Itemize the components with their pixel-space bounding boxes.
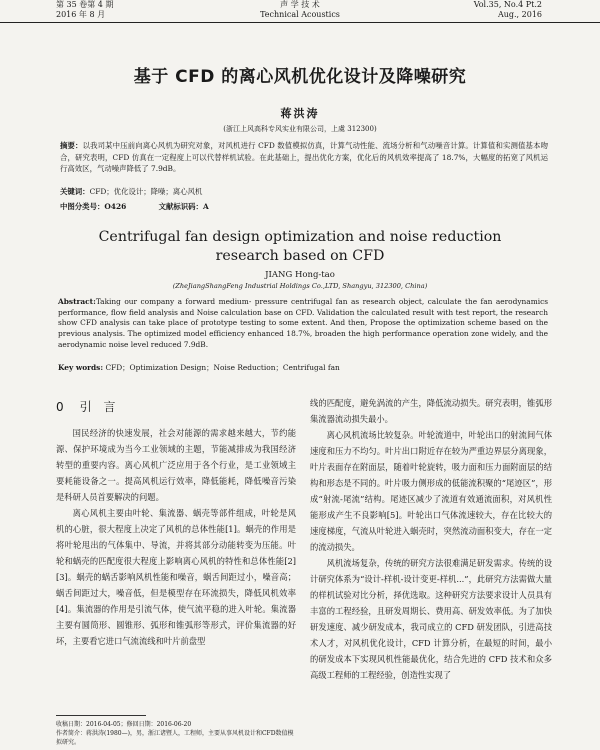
abstract-cn: [60, 140, 548, 175]
abstract-en-text: Taking our company a forward medium- pressure centrifugal fan as research object, calculate the fan aerodynamics performance, flow field analysis and Noise calculation base on CFD. Validation the calculated result with test report, the research show CFD analysis can take place of prototype testing to some extent. And then, Propose the optimization scheme based on the previous analysis. The optimized model efficiency enhanced 18.7%, broaden the high performance operation zone widely, and the aerodynamic noise level reduced 7.9dB.: [58, 297, 548, 349]
body-column-right: [310, 395, 552, 683]
keywords-cn-text: CFD；优化设计；降噪；离心风机: [89, 187, 203, 196]
footnote-received-date: 收稿日期：2016-04-05；修回日期：2016-06-20: [56, 721, 192, 728]
keywords-cn-label: 关键词：: [60, 187, 90, 196]
publication-date-en: Aug., 2016: [497, 10, 542, 19]
affiliation-en: (ZheJiangShangFeng Industrial Holdings Co.,LTD, Shangyu, 312300, China): [172, 282, 428, 290]
publication-date: 2016 年 8 月: [56, 10, 106, 19]
paragraph: 线的匹配度，避免涡流的产生，降低流动损失。研究表明，锥弧形集流器流动损失最小。: [310, 398, 552, 424]
footnote-divider: [56, 715, 146, 716]
footnote-author-bio: 作者简介：蒋洪涛(1980—)，男，浙江诸暨人，工程师，主要从事风机设计和CFD数值模拟研究。: [56, 730, 294, 746]
document-code: 文献标识码：A: [158, 202, 209, 211]
keywords-en-text: CFD；Optimization Design；Noise Reduction；Centrifugal fan: [105, 363, 340, 372]
section-number: 0: [56, 400, 68, 414]
abstract-en: [58, 297, 548, 351]
paper-title-en-line2: research based on CFD: [215, 248, 385, 264]
paper-title-en-line1: Centrifugal fan design optimization and noise reduction: [98, 229, 502, 245]
paragraph: 离心风机主要由叶轮、集流器、蜗壳等部件组成，叶轮是风机的心脏，很大程度上决定了风机的总体性能[1]。蜗壳的作用是将叶轮甩出的气体集中、导流，并将其部分动能转变为压能。叶轮和蜗壳的匹配度很大程度上影响离心风机的特性和总体性能[2][3]。蜗壳的蜗舌影响风机性能和噪音，蜗舌间距过小，噪音高；蜗舌间距过大，噪音低，但是模型存在环流损失，降低风机效率[4]。集流器的作用是引流气体，使气流平稳的进入叶轮。集流器主要有圆筒形、圆锥形、弧形和锥弧形等形式，评价集流器的好坏，主要看它进口气流流线和叶片前盘型: [56, 508, 296, 646]
paragraph: 离心风机流场比较复杂。叶轮流道中，叶轮出口的射流间气体速度和压力不均匀。叶片出口附近存在较为严重边界层分离现象，叶片表面存在附面层，随着叶轮旋转，吸力面和压力面附面层的结构和形态是不同的。叶片吸力侧形成的低能流积聚的“尾迹区”，形成“射流-尾流”结构。尾迹区减少了流道有效通流面积，对风机性能形成产生不良影响[5]。叶轮出口气体流速较大，存在比较大的速度梯度，气流从叶轮进入蜗壳时，突然流动面积变大，存在一定的流动损失。: [310, 430, 552, 552]
affiliation-cn: (浙江上风高科专风实业有限公司，上虞 312300): [223, 125, 377, 133]
keywords-cn: [60, 186, 548, 197]
journal-name-cn: 声 学 技 术: [280, 0, 320, 9]
paragraph: 国民经济的快速发展，社会对能源的需求越来越大，节约能源、保护环境成为当今工业领域的主题，节能减排成为我国经济转型的重要内容。离心风机广泛应用于各个行业，是工业领域主要耗能设备之一。提高风机运行效率，降低能耗，降低噪音污染是科研人员首要解决的问题。: [56, 428, 296, 502]
classification-cn: [60, 201, 548, 212]
journal-issue-en: [474, 0, 542, 20]
abstract-cn-label: 摘要：: [60, 141, 83, 150]
paragraph: 风机流场复杂，传统的研究方法很难满足研发需求。传统的设计研究体系为“设计-样机-设计变更-样机...”，此研究方法需做大量的样机试验对比分析，择优选取。这种研究方法要求设计人员具有丰富的工程经验，且研发周期长、费用高、研发效率低。为了加快研发速度、减少研发成本，我司成立的 CFD 研发团队，引进高技术人才，对风机优化设计，CFD 计算分析，在最短的时间，最小的研发成本下实现风机性能最优化，结合先进的 CFD 技术和众多高级工程师的工程经验，创造性实现了: [310, 558, 552, 680]
footnote: [56, 720, 296, 747]
author-cn: 蒋洪涛: [280, 107, 320, 120]
abstract-cn-text: 以我司某中压前向离心风机为研究对象，对风机进行 CFD 数值模拟仿真，计算气动性能、流场分析和气动噪音计算。计算值和实测值基本吻合，研究表明，CFD 仿真在一定程度上可以代替样机试验。在此基础上，提出优化方案，优化后的风机效率提高了 18.7%，大幅度的拓宽了风机运行高效区，气动噪声降低了 7.9dB。: [60, 141, 548, 173]
running-header: [0, 0, 600, 23]
paper-title-en: [0, 228, 600, 266]
abstract-en-label: Abstract:: [58, 297, 96, 306]
journal-name-en: Technical Acoustics: [260, 10, 340, 19]
volume-issue: 第 35 卷第 4 期: [56, 0, 114, 9]
paper-title-cn: 基于 CFD 的离心风机优化设计及降噪研究: [133, 67, 467, 87]
section-heading-introduction: [56, 398, 119, 415]
body-column-left: [56, 425, 296, 649]
author-en: JIANG Hong-tao: [265, 270, 335, 280]
section-title: 引 言: [79, 400, 120, 414]
volume-issue-en: Vol.35, No.4 Pt.2: [473, 0, 542, 9]
keywords-en: [58, 362, 548, 373]
clc-number: 中图分类号：O426: [60, 202, 127, 211]
keywords-en-label: Key words:: [58, 363, 104, 372]
